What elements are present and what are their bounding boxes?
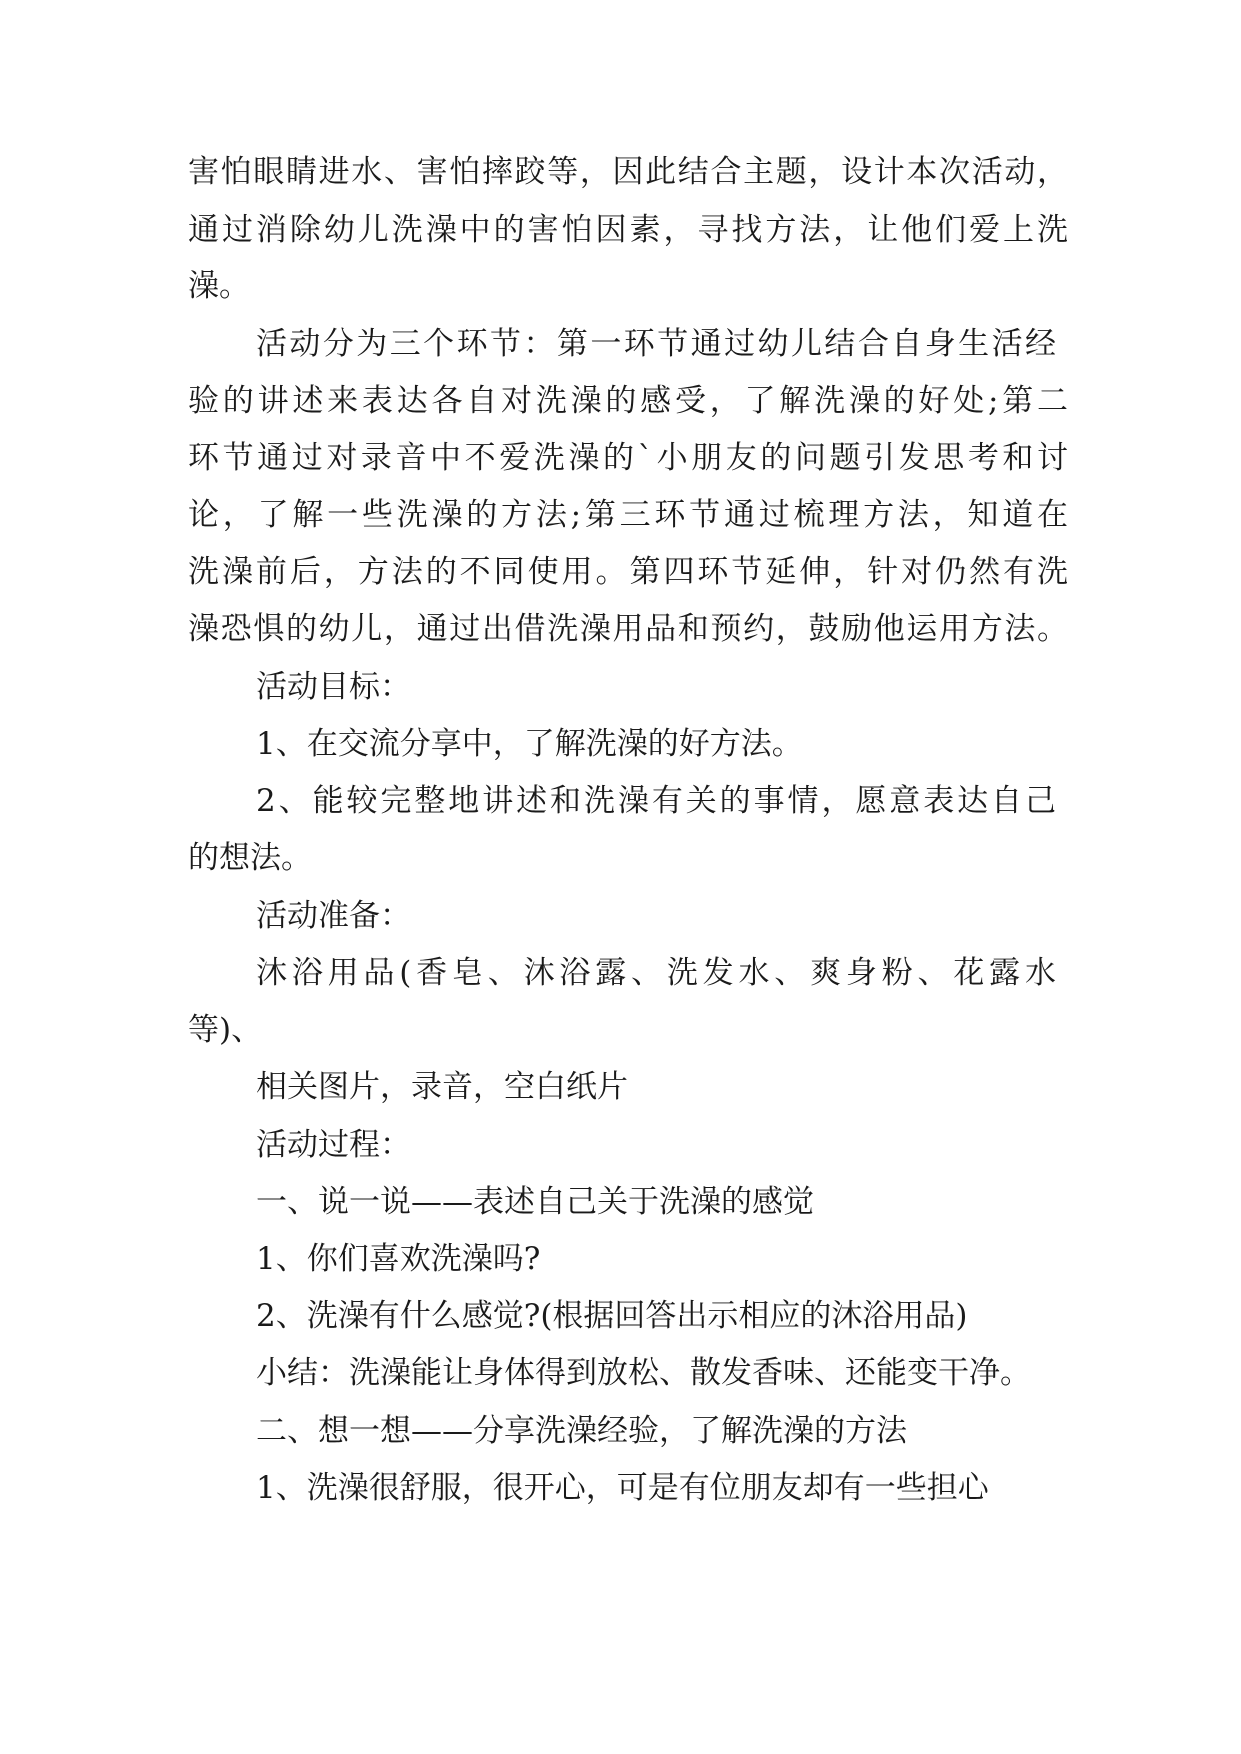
paragraph-line: 澡恐惧的幼儿，通过出借洗澡用品和预约，鼓励他运用方法。 — [188, 611, 1068, 647]
list-item: 2、洗澡有什么感觉?(根据回答出示相应的沐浴用品) — [256, 1298, 968, 1334]
paragraph-line: 活动分为三个环节：第一环节通过幼儿结合自身生活经 — [256, 326, 1056, 362]
section-heading: 活动准备： — [256, 898, 411, 934]
list-item: 1、洗澡很舒服，很开心，可是有位朋友却有一些担心 — [256, 1470, 989, 1506]
section-heading: 活动过程： — [256, 1127, 411, 1163]
paragraph-line: 论，了解一些洗澡的方法;第三环节通过梳理方法，知道在 — [188, 497, 1068, 533]
section-heading: 活动目标： — [256, 669, 411, 705]
subsection-heading: 二、想一想——分享洗澡经验，了解洗澡的方法 — [256, 1413, 907, 1449]
paragraph-line: 等)、 — [188, 1012, 263, 1048]
list-item: 2、能较完整地讲述和洗澡有关的事情，愿意表达自己 — [256, 783, 1056, 819]
paragraph-line: 的想法。 — [188, 840, 312, 876]
list-item: 1、在交流分享中，了解洗澡的好方法。 — [256, 726, 803, 762]
paragraph-line: 澡。 — [188, 268, 250, 304]
list-item: 沐浴用品(香皂、沐浴露、洗发水、爽身粉、花露水 — [256, 955, 1056, 991]
summary-line: 小结：洗澡能让身体得到放松、散发香味、还能变干净。 — [256, 1355, 1031, 1391]
paragraph-line: 洗澡前后，方法的不同使用。第四环节延伸，针对仍然有洗 — [188, 554, 1068, 590]
paragraph-line: 通过消除幼儿洗澡中的害怕因素，寻找方法，让他们爱上洗 — [188, 212, 1068, 248]
list-item: 相关图片，录音，空白纸片 — [256, 1069, 628, 1105]
paragraph-line: 环节通过对录音中不爱洗澡的`小朋友的问题引发思考和讨 — [188, 440, 1068, 476]
paragraph-line: 害怕眼睛进水、害怕摔跤等，因此结合主题，设计本次活动， — [188, 154, 1068, 190]
list-item: 1、你们喜欢洗澡吗? — [256, 1241, 541, 1277]
subsection-heading: 一、说一说——表述自己关于洗澡的感觉 — [256, 1184, 814, 1220]
paragraph-line: 验的讲述来表达各自对洗澡的感受，了解洗澡的好处;第二 — [188, 383, 1068, 419]
